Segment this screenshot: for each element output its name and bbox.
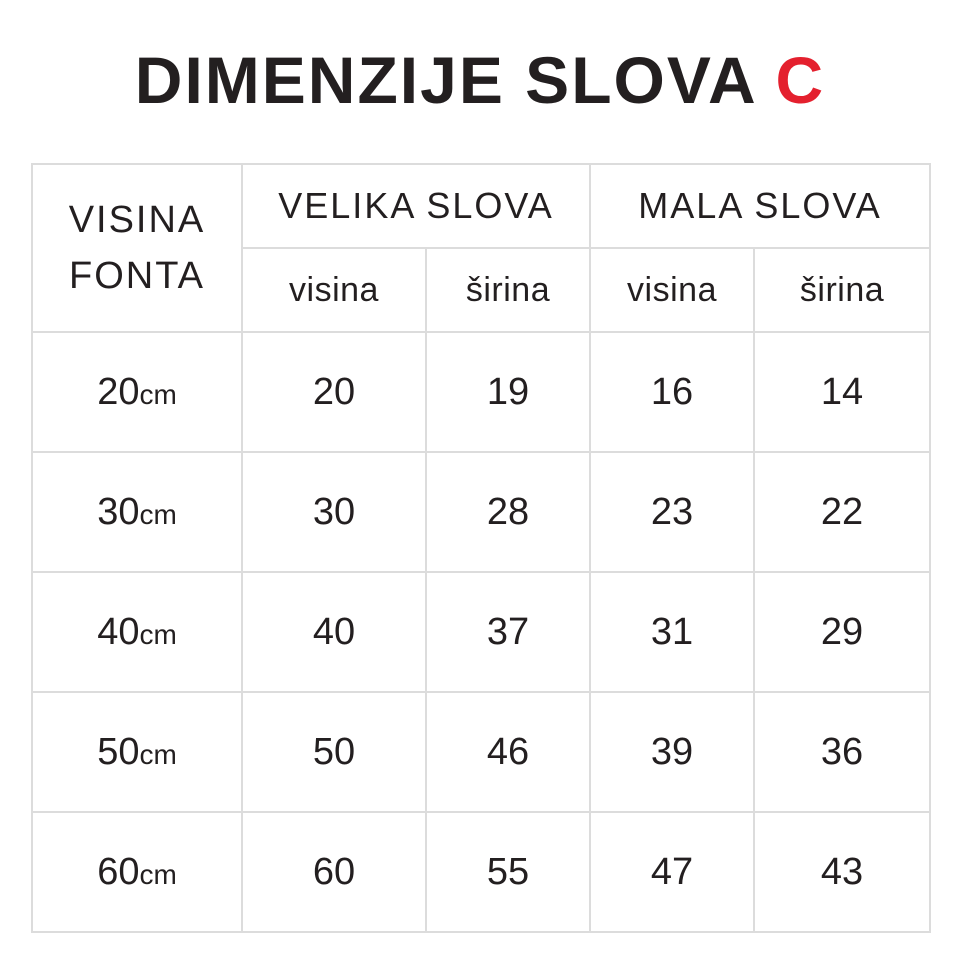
uppercase-height-cell: 30 xyxy=(242,452,426,572)
lowercase-width-cell: 29 xyxy=(754,572,930,692)
font-height-unit: cm xyxy=(139,618,177,650)
table-row xyxy=(32,692,930,812)
lowercase-height-cell: 23 xyxy=(590,452,754,572)
lowercase-height-cell: 39 xyxy=(590,692,754,812)
font-height-value: 30 xyxy=(97,490,140,533)
font-height-header xyxy=(32,164,242,332)
uppercase-width-cell: 19 xyxy=(426,332,590,452)
font-height-cell xyxy=(32,692,242,812)
font-height-value: 50 xyxy=(97,730,140,773)
uppercase-width-cell: 37 xyxy=(426,572,590,692)
uppercase-height-cell: 60 xyxy=(242,812,426,932)
font-height-header-line2: FONTA xyxy=(69,255,205,297)
uppercase-height-cell: 50 xyxy=(242,692,426,812)
uppercase-height-cell: 40 xyxy=(242,572,426,692)
letter-dimensions-table xyxy=(31,163,931,933)
lowercase-group-header: MALA SLOVA xyxy=(590,164,930,248)
table-row xyxy=(32,812,930,932)
font-height-header-line1: VISINA xyxy=(68,199,206,241)
table-row xyxy=(32,572,930,692)
lowercase-width-header: širina xyxy=(754,248,930,332)
page-title xyxy=(0,38,960,122)
font-height-cell xyxy=(32,572,242,692)
uppercase-width-cell: 46 xyxy=(426,692,590,812)
title-letter: C xyxy=(775,43,826,117)
lowercase-width-cell: 36 xyxy=(754,692,930,812)
font-height-unit: cm xyxy=(139,738,177,770)
title-text: DIMENZIJE SLOVA xyxy=(134,43,756,117)
table-row xyxy=(32,332,930,452)
font-height-unit: cm xyxy=(139,858,177,890)
table-header-row xyxy=(32,164,930,248)
font-height-value: 20 xyxy=(97,370,140,413)
lowercase-width-cell: 43 xyxy=(754,812,930,932)
lowercase-height-cell: 31 xyxy=(590,572,754,692)
lowercase-width-cell: 14 xyxy=(754,332,930,452)
font-height-value: 40 xyxy=(97,610,140,653)
uppercase-width-cell: 55 xyxy=(426,812,590,932)
lowercase-width-cell: 22 xyxy=(754,452,930,572)
lowercase-height-header: visina xyxy=(590,248,754,332)
lowercase-height-cell: 47 xyxy=(590,812,754,932)
uppercase-group-header: VELIKA SLOVA xyxy=(242,164,590,248)
table-row xyxy=(32,452,930,572)
font-height-cell xyxy=(32,812,242,932)
font-height-value: 60 xyxy=(97,850,140,893)
font-height-unit: cm xyxy=(139,498,177,530)
lowercase-height-cell: 16 xyxy=(590,332,754,452)
uppercase-width-cell: 28 xyxy=(426,452,590,572)
uppercase-height-header: visina xyxy=(242,248,426,332)
font-height-unit: cm xyxy=(139,378,177,410)
uppercase-width-header: širina xyxy=(426,248,590,332)
font-height-cell xyxy=(32,332,242,452)
font-height-cell xyxy=(32,452,242,572)
uppercase-height-cell: 20 xyxy=(242,332,426,452)
